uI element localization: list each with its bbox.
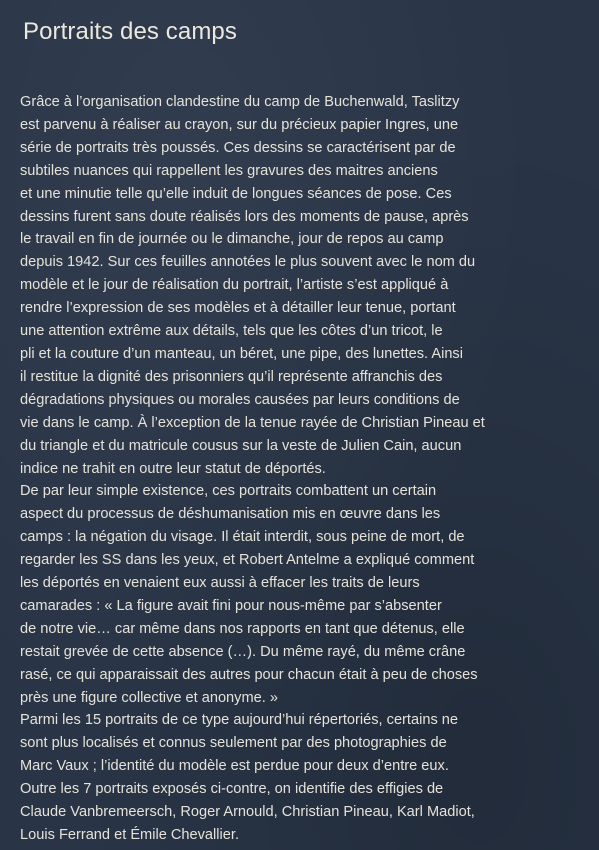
text-line: série de portraits très poussés. Ces dessins se caractérisent par de — [20, 139, 456, 156]
text-line: et une minutie telle qu’elle induit de longues séances de pose. Ces — [20, 185, 452, 202]
text-line: indice ne trahit en outre leur statut de déportés. — [20, 460, 326, 477]
panel-title: Portraits des camps — [23, 18, 237, 45]
text-line: il restitue la dignité des prisonniers qu’il représente affranchis des — [20, 368, 443, 385]
text-line: subtiles nuances qui rappellent les gravures des maitres anciens — [20, 162, 438, 179]
text-line: aspect du processus de déshumanisation mis en œuvre dans les — [20, 506, 441, 523]
text-line: dégradations physiques ou morales causées par leurs conditions de — [20, 391, 460, 408]
text-line: Grâce à l’organisation clandestine du camp de Buchenwald, Taslitzy — [20, 94, 460, 110]
text-line: rendre l’expression de ses modèles et à détailler leur tenue, portant — [20, 300, 456, 317]
text-line: le travail en fin de journée ou le dimanche, jour de repos au camp — [20, 231, 444, 248]
text-line: une attention extrême aux détails, tels que les côtes d’un tricot, le — [20, 323, 443, 340]
text-line: Marc Vaux ; l’identité du modèle est perdue pour deux d’entre eux. — [20, 758, 449, 775]
text-line: vie dans le camp. À l’exception de la tenue rayée de Christian Pineau et — [20, 414, 485, 431]
text-line: les déportés en venaient eux aussi à effacer les traits de leurs — [20, 575, 420, 592]
text-line: regarder les SS dans les yeux, et Robert Antelme a expliqué comment — [20, 552, 475, 569]
text-line: rasé, ce qui apparaissait des autres pour chacun était à peu de choses — [20, 666, 478, 683]
text-line: dessins furent sans doute réalisés lors des moments de pause, après — [20, 208, 469, 225]
text-line: près une figure collective et anonyme. » — [20, 689, 278, 706]
panel-body-text — [20, 91, 579, 847]
text-line: Claude Vanbremeersch, Roger Arnould, Christian Pineau, Karl Madiot, — [20, 804, 475, 821]
text-line: Outre les 7 portraits exposés ci-contre, on identifie des effigies de — [20, 781, 444, 798]
text-line: restait grevée de cette absence (…). Du même rayé, du même crâne — [20, 643, 466, 660]
text-line: camps : la négation du visage. Il était interdit, sous peine de mort, de — [20, 529, 465, 546]
text-line: modèle et le jour de réalisation du portrait, l’artiste s’est appliqué à — [20, 277, 449, 294]
text-line: sont plus localisés et connus seulement par des photographies de — [20, 735, 447, 752]
text-line: Louis Ferrand et Émile Chevallier. — [20, 827, 240, 843]
text-line: est parvenu à réaliser au crayon, sur du précieux papier Ingres, une — [20, 116, 459, 133]
text-line: Parmi les 15 portraits de ce type aujourd’hui répertoriés, certains ne — [20, 712, 459, 729]
text-line: pli et la couture d’un manteau, un béret, une pipe, des lunettes. Ainsi — [20, 345, 463, 362]
text-line: du triangle et du matricule cousus sur la veste de Julien Cain, aucun — [20, 437, 462, 454]
text-line: De par leur simple existence, ces portraits combattent un certain — [20, 483, 437, 500]
text-line: depuis 1942. Sur ces feuilles annotées le plus souvent avec le nom du — [20, 254, 476, 271]
text-line: camarades : « La figure avait fini pour nous-même par s’absenter — [20, 597, 442, 614]
text-line: de notre vie… car même dans nos rapports en tant que détenus, elle — [20, 620, 465, 637]
